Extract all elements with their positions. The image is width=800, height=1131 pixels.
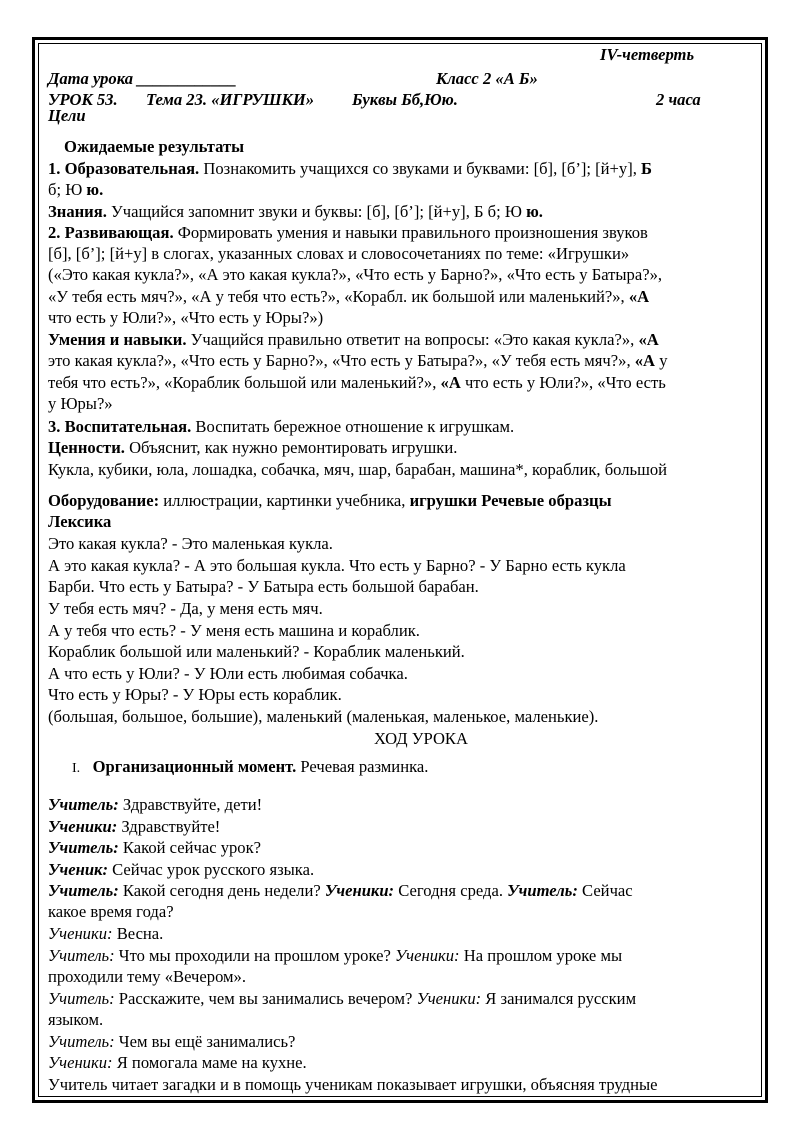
vocabulary-words: Кукла, кубики, юла, лошадка, собачка, мяч, шар, барабан, машина*, кораблик, большой (48, 460, 668, 479)
dialog-line: Учитель читает загадки и в помощь ученикам показывает игрушки, объясняя трудные (48, 1075, 658, 1094)
skills-line3: тебя что есть?», «Кораблик большой или маленький?», «А что есть у Юли?», «Что есть (48, 373, 666, 392)
developing-goal-line4: «У тебя есть мяч?», «А у тебя что есть?», «Корабл. ик большой или маленький?», «А (48, 287, 650, 306)
skills-line1: Умения и навыки. Учащийся правильно ответит на вопросы: «Это какая кукла?», «А (48, 330, 659, 349)
speech-sample: А что есть у Юли? - У Юли есть любимая собачка. (48, 664, 408, 683)
developing-goal-line2: [б], [б’]; [й+у] в слогах, указанных словах и словосочетаниях по теме: «Игрушки» (48, 244, 630, 263)
dialog-line: языком. (48, 1010, 104, 1029)
dialog-line: Ученики: Весна. (48, 924, 164, 943)
lesson-letters: Буквы Бб,Юю. (352, 90, 458, 109)
class-label: Класс 2 «А Б» (436, 69, 538, 88)
dialog-line: Учитель: Расскажите, чем вы занимались вечером? Ученики: Я занимался русским (48, 989, 637, 1008)
dialog-line: Ученики: Я помогала маме на кухне. (48, 1053, 307, 1072)
speech-sample: Барби. Что есть у Батыра? - У Батыра есть большой барабан. (48, 577, 479, 596)
dialog-line: Ученики: Здравствуйте! (48, 817, 221, 836)
developing-goal-line1: 2. Развивающая. Формировать умения и навыки правильного произношения звуков (48, 223, 648, 242)
developing-goal-line3: («Это какая кукла?», «А это какая кукла?», «Что есть у Барно?», «Что есть у Батыра?», (48, 265, 663, 284)
equipment-line: Оборудование: иллюстрации, картинки учебника, игрушки Речевые образцы (48, 491, 612, 510)
skills-line2: это какая кукла?», «Что есть у Барно?», «Что есть у Батыра?», «У тебя есть мяч?», «А у (48, 351, 668, 370)
educational-goal-line1: 1. Образовательная. Познакомить учащихся со звуками и буквами: [б], [б’]; [й+у], Б (48, 159, 653, 178)
developing-goal-line5: что есть у Юли?», «Что есть у Юры?») (48, 308, 324, 327)
educational-goal-line2: б; Ю ю. (48, 180, 104, 199)
quarter-label: IV-четверть (600, 45, 695, 64)
speech-sample: Кораблик большой или маленький? - Кораблик маленький. (48, 642, 465, 661)
lesson-number: УРОК 53. (48, 90, 118, 109)
results-heading: Ожидаемые результаты (64, 137, 245, 156)
lexicon-heading: Лексика (48, 512, 112, 531)
speech-sample: У тебя есть мяч? - Да, у меня есть мяч. (48, 599, 323, 618)
dialog-line: проходили тему «Вечером». (48, 967, 246, 986)
dialog-line: Учитель: Какой сейчас урок? (48, 838, 262, 857)
lesson-topic: Тема 23. «ИГРУШКИ» (146, 90, 315, 109)
speech-sample: (большая, большое, большие), маленький (маленькая, маленькое, маленькие). (48, 707, 599, 726)
dialog-line: Учитель: Что мы проходили на прошлом уроке? Ученики: На прошлом уроке мы (48, 946, 623, 965)
section-organizational: I. Организационный момент. Речевая разминка. (72, 757, 429, 776)
dialog-line: Учитель: Чем вы ещё занимались? (48, 1032, 296, 1051)
lesson-date-label: Дата урока ____________ (48, 69, 237, 88)
knowledge-line: Знания. Учащийся запомнит звуки и буквы: [б], [б’]; [й+у], Б б; Ю ю. (48, 202, 543, 221)
upbringing-goal: 3. Воспитательная. Воспитать бережное отношение к игрушкам. (48, 417, 515, 436)
speech-sample: А это какая кукла? - А это большая кукла. Что есть у Барно? - У Барно есть кукла (48, 556, 626, 575)
dialog-line: какое время года? (48, 902, 174, 921)
lesson-hours: 2 часа (656, 90, 701, 109)
speech-sample: А у тебя что есть? - У меня есть машина и кораблик. (48, 621, 420, 640)
goals-heading: Цели (48, 106, 86, 125)
skills-line4: у Юры?» (48, 394, 113, 413)
dialog-line: Ученик: Сейчас урок русского языка. (48, 860, 315, 879)
lesson-course-heading: ХОД УРОКА (374, 729, 468, 748)
values-line: Ценности. Объяснит, как нужно ремонтировать игрушки. (48, 438, 458, 457)
speech-sample: Это какая кукла? - Это маленькая кукла. (48, 534, 333, 553)
dialog-line: Учитель: Здравствуйте, дети! (48, 795, 263, 814)
speech-sample: Что есть у Юры? - У Юры есть кораблик. (48, 685, 342, 704)
dialog-line: Учитель: Какой сегодня день недели? Ученики: Сегодня среда. Учитель: Сейчас (48, 881, 633, 900)
